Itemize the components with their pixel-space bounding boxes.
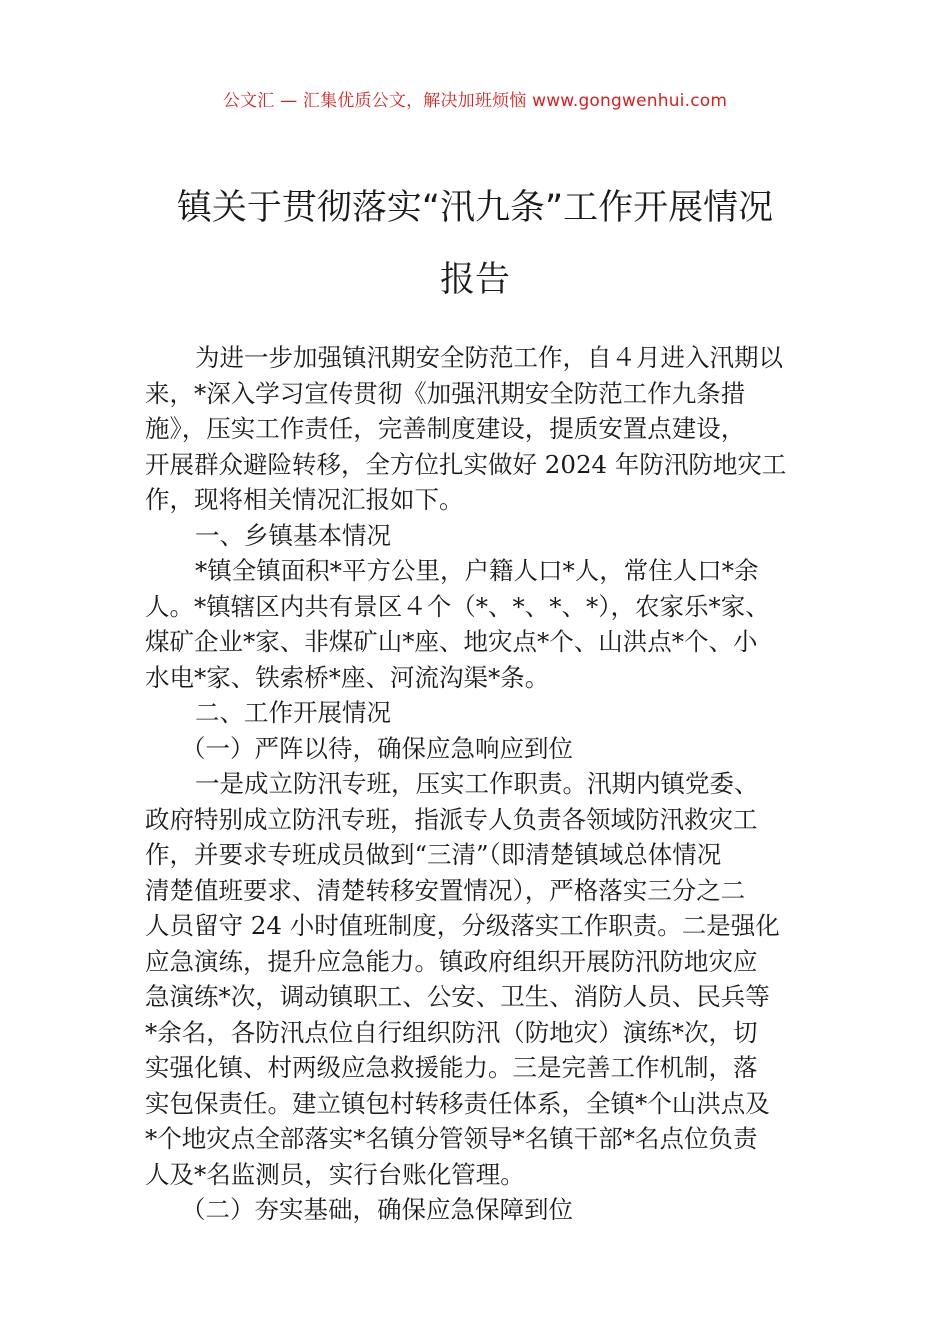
paragraph-work-line: 作，并要求专班成员做到“三清”（即清楚镇域总体情况 xyxy=(145,840,722,869)
paragraph-intro-line: 来，*深入学习宣传贯彻《加强汛期安全防范工作九条措 xyxy=(145,378,746,408)
title-line-1: 镇关于贯彻落实“汛九条”工作开展情况 xyxy=(176,188,774,228)
paragraph-intro-line: 作，现将相关情况汇报如下。 xyxy=(145,485,464,514)
paragraph-work-line: 实强化镇、村两级应急救援能力。三是完善工作机制，落 xyxy=(145,1053,758,1082)
paragraph-basic-line: 煤矿企业*家、非煤矿山*座、地灾点*个、山洪点*个、小 xyxy=(145,627,758,656)
paragraph-work-line: 政府特别成立防汛专班，指派专人负责各领域防汛救灾工 xyxy=(145,804,758,834)
subsection-heading-2: （二）夯实基础，确保应急保障到位 xyxy=(181,1195,573,1224)
paragraph-basic-line: 水电*家、铁索桥*座、河流沟渠*条。 xyxy=(145,662,550,692)
paragraph-intro-line: 开展群众避险转移，全方位扎实做好 2024 年防汛防地灾工 xyxy=(145,449,787,479)
paragraph-work-line: 一是成立防汛专班，压实工作职责。汛期内镇党委、 xyxy=(195,769,759,798)
section-heading-1: 一、乡镇基本情况 xyxy=(195,520,391,550)
paragraph-work-line: 人及*名监测员，实行台账化管理。 xyxy=(145,1159,525,1189)
paragraph-work-line: 人员留守 24 小时值班制度，分级落实工作职责。二是强化 xyxy=(145,911,780,940)
paragraph-basic-line: 人。*镇辖区内共有景区４个（*、*、*、*），农家乐*家、 xyxy=(145,591,770,621)
paragraph-basic-line: *镇全镇面积*平方公里，户籍人口*人，常住人口*余 xyxy=(195,556,759,585)
title-line-2: 报告 xyxy=(439,260,510,300)
paragraph-work-line: 清楚值班要求、清楚转移安置情况），严格落实三分之二 xyxy=(145,875,746,905)
paragraph-intro-line: 为进一步加强镇汛期安全防范工作，自４月进入汛期以 xyxy=(195,343,783,372)
section-heading-2: 二、工作开展情况 xyxy=(195,698,391,727)
watermark-header: 公文汇 — 汇集优质公文，解决加班烦恼 www.gongwenhui.com xyxy=(222,91,728,111)
paragraph-work-line: *个地灾点全部落实*名镇分管领导*名镇干部*名点位负责 xyxy=(145,1124,758,1153)
document-body xyxy=(145,340,805,1228)
paragraph-work-line: 实包保责任。建立镇包村转移责任体系，全镇*个山洪点及 xyxy=(145,1088,770,1118)
paragraph-work-line: 急演练*次，调动镇职工、公安、卫生、消防人员、民兵等 xyxy=(145,982,770,1011)
document-title xyxy=(0,172,950,316)
paragraph-work-line: 应急演练，提升应急能力。镇政府组织开展防汛防地灾应 xyxy=(145,946,758,976)
paragraph-intro-line: 施》，压实工作责任，完善制度建设，提质安置点建设， xyxy=(145,414,746,443)
paragraph-work-line: *余名，各防汛点位自行组织防汛（防地灾）演练*次，切 xyxy=(145,1017,758,1047)
subsection-heading-1: （一）严阵以待，确保应急响应到位 xyxy=(181,733,573,763)
